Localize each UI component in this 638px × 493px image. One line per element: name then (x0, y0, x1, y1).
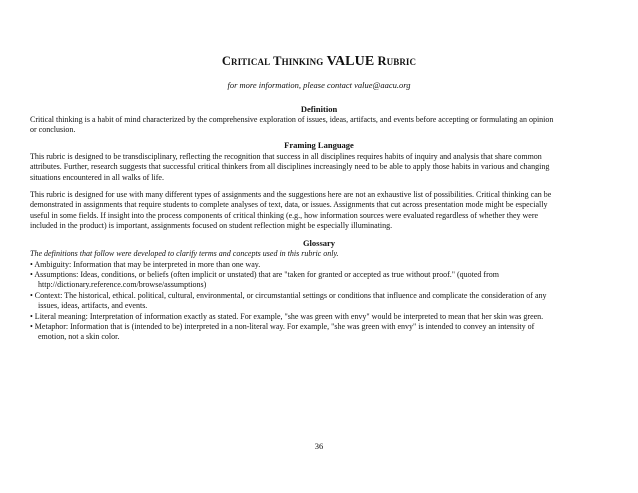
glossary-line: • Metaphor: Information that is (intended to be) interpreted in a non-literal way. For example, "she was green with envy" is intended to convey an intensity of (30, 322, 535, 331)
definition-line: or conclusion. (30, 125, 76, 135)
glossary-line: issues, ideas, artifacts, and events. (38, 301, 148, 311)
glossary-item-literal-meaning (30, 312, 610, 322)
page-title (0, 54, 638, 70)
framing-line: situations encountered in all walks of life. (30, 172, 164, 182)
definition-line: Critical thinking is a habit of mind characterized by the comprehensive exploration of issues, ideas, artifacts, and events before accepting or formulating an opinion (30, 115, 554, 124)
glossary-line: • Context: The historical, ethical. political, cultural, environmental, or circumstantial settings or conditions that influence and complicate the consideration of any (30, 291, 547, 300)
glossary-item-ambiguity (30, 260, 610, 270)
framing-line: demonstrated in assignments that require students to complete analyses of text, data, or issues. Assignments that cut across presentation mode might be especially (30, 200, 548, 210)
framing-line: This rubric is designed to be transdisciplinary, reflecting the recognition that success in all disciplines requires habits of inquiry and analysis that share common (30, 152, 542, 161)
title-critical-thinking: Critical Thinking (221, 54, 324, 68)
glossary-line: • Ambiguity: Information that may be interpreted in more than one way. (30, 260, 261, 269)
contact-line: for more information, please contact value@aacu.org (227, 80, 411, 90)
glossary-line: • Assumptions: Ideas, conditions, or beliefs (often implicit or unstated) that are "taken for granted or accepted as true without proof." (quoted from (30, 270, 499, 279)
definition-text (30, 115, 610, 136)
title-rubric: Rubric (377, 54, 417, 68)
glossary-line: • Literal meaning: Interpretation of information exactly as stated. For example, "she was green with envy" would be interpreted to mean that her skin was green. (30, 312, 544, 321)
glossary-line: http://dictionary.reference.com/browse/assumptions) (38, 280, 207, 290)
framing-line: This rubric is designed for use with many different types of assignments and the suggestions here are not an exhaustive list of possibilities. Critical thinking can be (30, 190, 552, 199)
glossary-item-assumptions (30, 270, 610, 291)
glossary-item-context (30, 291, 610, 312)
framing-paragraph-2 (30, 190, 610, 232)
framing-paragraph-1 (30, 152, 610, 183)
glossary-intro-line: The definitions that follow were developed to clarify terms and concepts used in this rubric only. (30, 249, 339, 258)
glossary-item-metaphor (30, 322, 610, 343)
framing-language-heading: Framing Language (284, 140, 354, 150)
framing-line: included in the product) is important, assignments focused on student reflection might be especially illuminating. (30, 221, 393, 231)
framing-line: useful in some fields. If insight into the process components of critical thinking (e.g., how information sources were evaluated regardless of whether they were (30, 210, 539, 220)
title-value: VALUE (326, 54, 375, 69)
glossary-heading: Glossary (302, 238, 336, 248)
framing-line: attributes. Further, research suggests that successful critical thinkers from all disciplines increasingly need to be able to apply those habits in various and changing (30, 162, 550, 172)
page-number: 36 (314, 441, 324, 451)
definition-heading: Definition (300, 104, 338, 114)
glossary-intro (30, 249, 610, 259)
glossary-line: emotion, not a skin color. (38, 332, 120, 342)
